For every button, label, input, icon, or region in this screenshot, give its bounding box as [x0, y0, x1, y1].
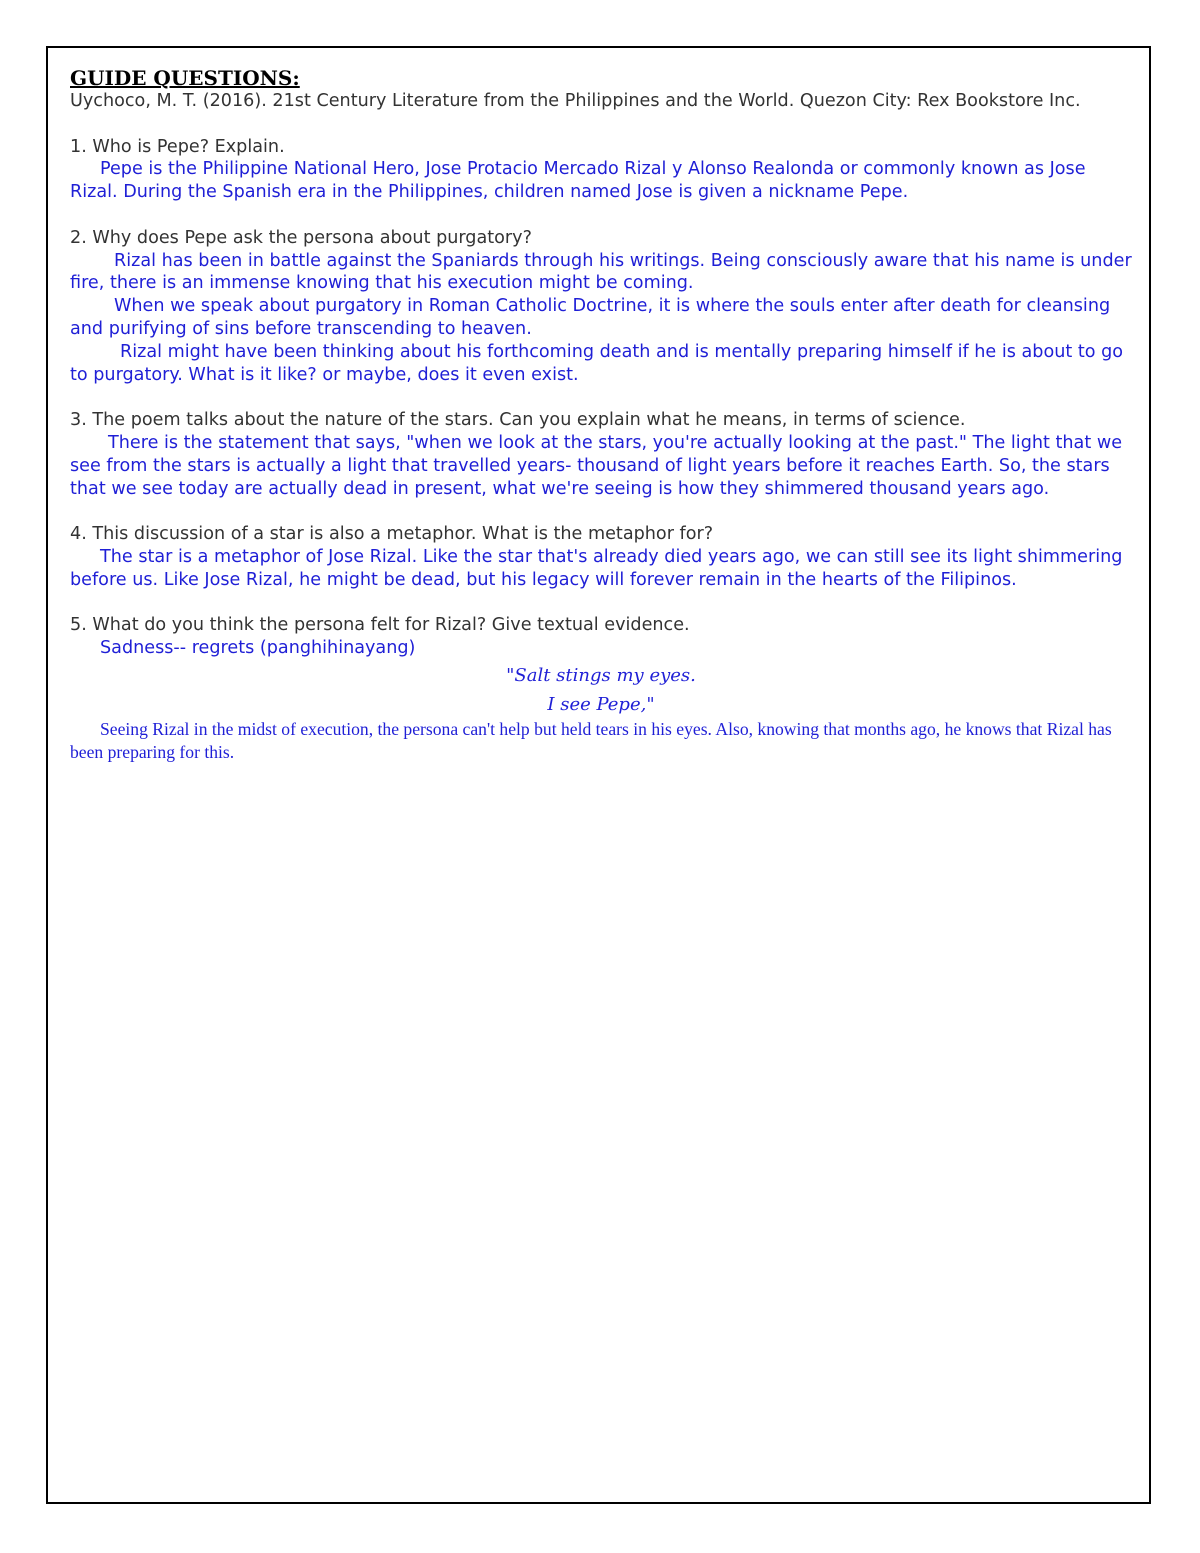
question-block-2 — [70, 227, 1132, 387]
answer-paragraph: Rizal has been in battle against the Spaniards through his writings. Being consciously aware that his name is under fire, there is an immense knowing that his execution might be coming. — [70, 250, 1132, 294]
question-block-5 — [70, 614, 1132, 764]
question-text: 4. This discussion of a star is also a metaphor. What is the metaphor for? — [70, 524, 714, 545]
question-text: 3. The poem talks about the nature of the stars. Can you explain what he means, in terms of science. — [70, 410, 966, 431]
answer-paragraph: Rizal might have been thinking about his forthcoming death and is mentally preparing himself if he is about to go to purgatory. What is it like? or maybe, does it even exist. — [70, 341, 1124, 385]
quote-line: I see Pepe," — [547, 693, 655, 715]
page-title: GUIDE QUESTIONS: — [70, 66, 300, 90]
document-body — [70, 66, 1132, 764]
question-block-4 — [70, 523, 1132, 591]
answer-paragraph: Pepe is the Philippine National Hero, Jose Protacio Mercado Rizal y Alonso Realonda or commonly known as Jose Rizal. During the Spanish era in the Philippines, children named Jose is given a nickname Pepe. — [70, 159, 1086, 203]
answer-paragraph: The star is a metaphor of Jose Rizal. Like the star that's already died years ago, we can still see its light shimmering before us. Like Jose Rizal, he might be dead, but his legacy will forever remain in the hearts of the Filipinos. — [70, 546, 1123, 590]
question-block-1 — [70, 136, 1132, 204]
explanation-paragraph: Seeing Rizal in the midst of execution, the persona can't help but held tears in his eyes. Also, knowing that months ago, he knows that Rizal has been preparing for this. — [70, 718, 1112, 762]
answer-paragraph: Sadness-- regrets (panghihinayang) — [100, 638, 416, 659]
question-text: 5. What do you think the persona felt for Rizal? Give textual evidence. — [70, 615, 690, 636]
quote-line: "Salt stings my eyes. — [506, 664, 696, 686]
citation: Uychoco, M. T. (2016). 21st Century Literature from the Philippines and the World. Quezon City: Rex Bookstore Inc. — [70, 91, 1081, 111]
answer-paragraph: When we speak about purgatory in Roman Catholic Doctrine, it is where the souls enter after death for cleansing and purifying of sins before transcending to heaven. — [70, 296, 1111, 339]
answer-paragraph: There is the statement that says, "when we look at the stars, you're actually looking at the past." The light that we see from the stars is actually a light that travelled years- thousand of light years before it reaches Earth. So, the stars that we see today are actually dead in present, what we're seeing is how they shimmered thousand years ago. — [70, 432, 1123, 499]
question-text: 2. Why does Pepe ask the persona about purgatory? — [70, 227, 532, 248]
question-block-3 — [70, 409, 1132, 500]
question-text: 1. Who is Pepe? Explain. — [70, 136, 285, 157]
